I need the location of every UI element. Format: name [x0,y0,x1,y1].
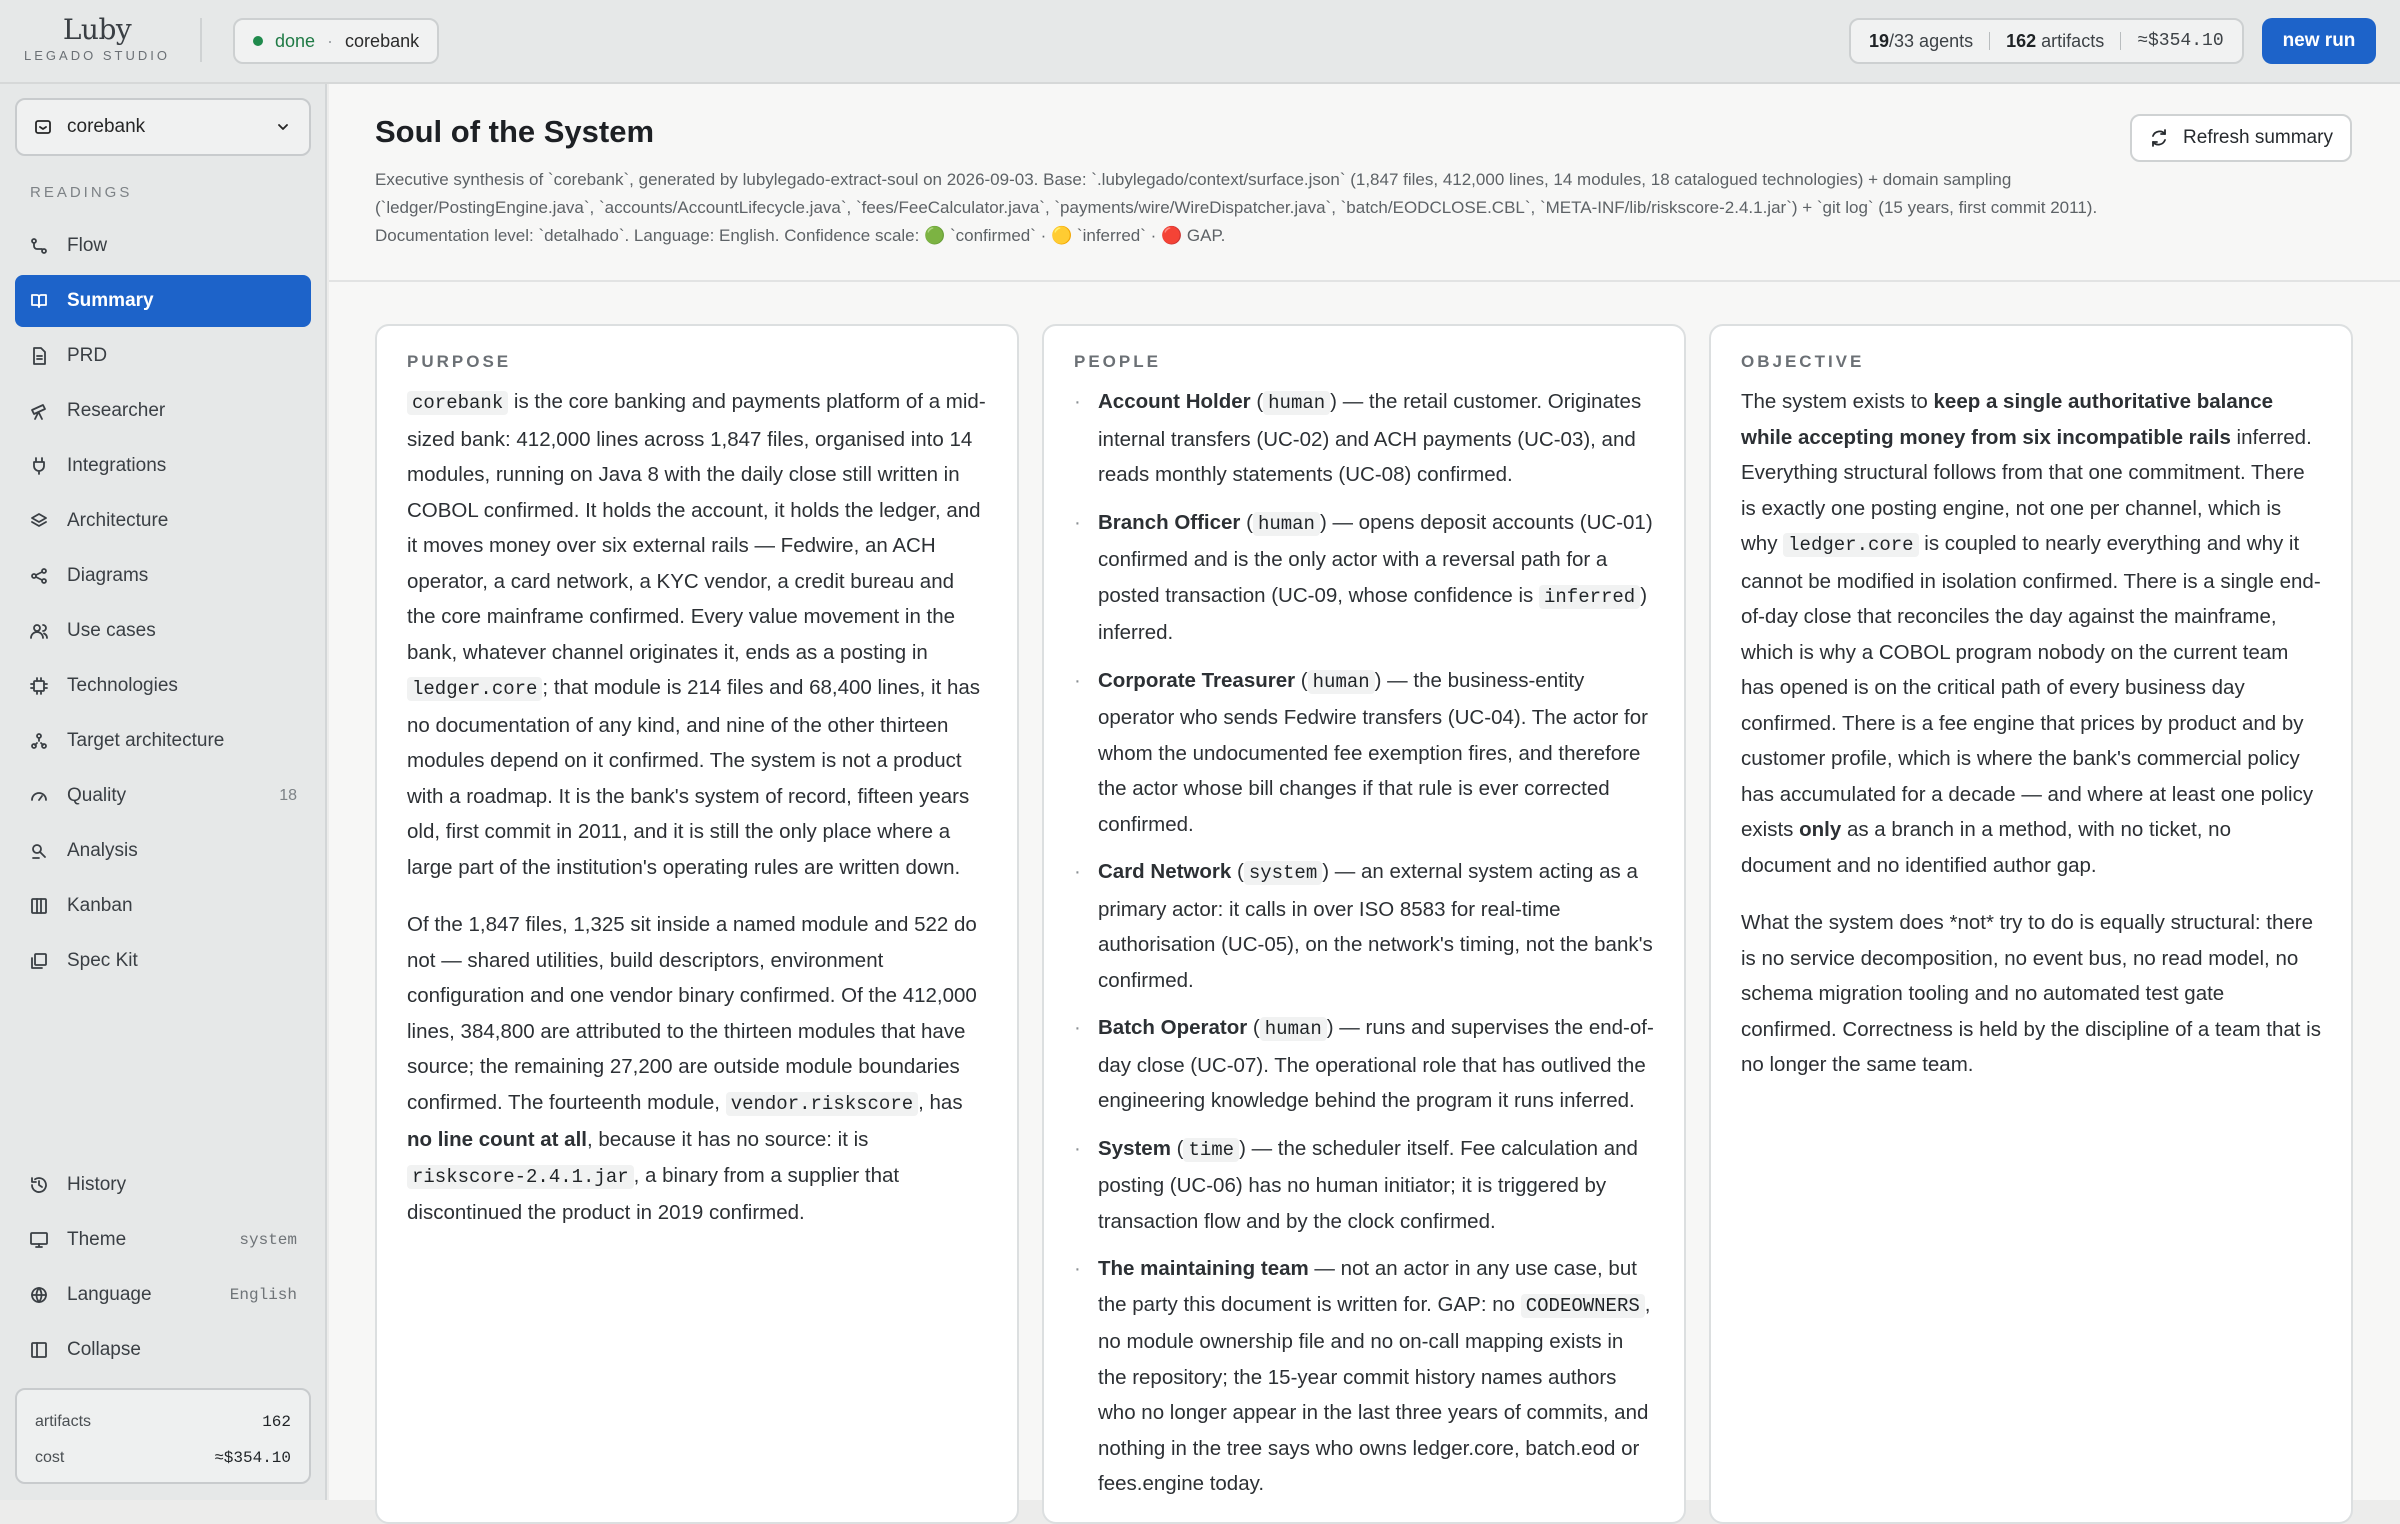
sidebar-item-theme[interactable] [15,1214,311,1266]
language-value: English [229,1286,297,1304]
brand-name: Luby [62,13,132,46]
section-label-readings: READINGS [30,184,133,201]
main-content [329,84,2400,1500]
brand-logo[interactable] [24,14,170,63]
objective-card [1709,324,2353,1524]
run-status: done [275,30,316,51]
chip-icon [29,676,49,696]
run-chip[interactable] [233,18,439,64]
sidebar-bottom-nav [15,1159,311,1379]
list-item: · Branch Officer ( human ) — opens deposit accounts (UC-01) confirmed and is the only actor with a reversal path for a posted transaction (UC-09, whose confidence is inferred ) inferred. [1074,505,1654,651]
summary-cards [375,324,2354,1524]
sidebar-item-analysis[interactable] [15,825,311,877]
globe-icon [29,1285,49,1305]
people-card [1042,324,1686,1524]
sidebar-item-label: Use cases [67,620,156,641]
purpose-card [375,324,1019,1524]
list-item: · Corporate Treasurer ( human ) — the business-entity operator who sends Fedwire transfers (UC-04). The actor for whom the undocumented fee exemption fires, and therefore the actor whose bill changes if that rule is ever corrected confirmed. [1074,663,1654,843]
sidebar-item-label: Technologies [67,675,178,696]
list-item: · Batch Operator ( human ) — runs and supervises the end-of-day close (UC-07). The operational role that has outlived the engineering knowledge behind the program it runs inferred. [1074,1010,1654,1119]
sidebar-item-diagrams[interactable] [15,550,311,602]
sidebar-item-label: Integrations [67,455,167,476]
kanban-icon [29,896,49,916]
sidebar-item-use-cases[interactable] [15,605,311,657]
sidebar-item-architecture[interactable] [15,495,311,547]
monitor-icon [29,1230,49,1250]
new-run-button[interactable]: new run [2262,18,2376,64]
card-label: PEOPLE [1074,352,1161,371]
collapse-icon [29,1340,49,1360]
sidebar-item-kanban[interactable] [15,880,311,932]
kit-icon [29,951,49,971]
sidebar-item-label: Language [67,1284,152,1305]
objective-paragraph: What the system does *not* try to do is equally structural: there is no service decomposition, no event bus, no read model, no schema migration tooling and no automated test gate confirmed. Correctness is held by the discipline of a team that is no longer the same team. [1741,911,2321,1076]
usage-cost: cost ≈$354.10 [35,1449,291,1467]
sidebar-nav [15,220,311,990]
sidebar-item-label: PRD [67,345,108,366]
list-item: · Account Holder ( human ) — the retail customer. Originates internal transfers (UC-02) and ACH payments (UC-03), and reads monthly statements (UC-08) confirmed. [1074,384,1654,493]
agents-stat: 19/33 agents [1869,30,1974,51]
sidebar-item-technologies[interactable] [15,660,311,712]
purpose-paragraph: corebank is the core banking and payments platform of a mid-sized bank: 412,000 lines across 1,847 files, organised into 14 modules, running on Java 8 with the daily close still written in COBOL confirmed. It holds the account, it holds the ledger, and it moves money over six external rails — Fedwire, an ACH operator, a card network, a KYC vendor, a credit bureau and the core mainframe confirmed. Every value movement in the bank, whatever channel originates it, ends as a posting in ledger.core ; that module is 214 files and 68,400 lines, it has no documentation of any kind, and nine of the other thirteen modules depend on it confirmed. The system is not a product with a roadmap. It is the bank's system of record, fifteen years old, first commit in 2011, and it is still the only place where a large part of the institution's operating rules are written down. [407,390,986,879]
project-select[interactable] [15,98,311,156]
history-icon [29,1175,49,1195]
page-title: Soul of the System [375,114,655,149]
artifacts-stat: 162 artifacts [2006,30,2105,51]
sidebar-item-prd[interactable] [15,330,311,382]
project-icon [33,117,53,137]
status-dot-icon [253,36,263,46]
share-icon [29,566,49,586]
sidebar-item-label: Summary [67,290,154,311]
list-item: · Card Network ( system ) — an external system acting as a primary actor: it calls in over ISO 8583 for real-time authorisation (UC-05), on the network's timing, not the bank's confirmed. [1074,854,1654,998]
brand-subtitle: LEGADO STUDIO [24,48,170,63]
top-bar [0,0,2400,84]
page-subtitle: Executive synthesis of `corebank`, generated by lubylegado-extract-soul on 2026-09-03. Base: `.lubylegado/context/surface.json` (1,847 files, 412,000 lines, 14 modules, 18 catalogued technologies) + domain sampling (`ledger/PostingEngine.java`, `accounts/AccountLifecycle.java`, `fees/FeeCalculator.java`, `payments/wire/WireDispatcher.java`, `batch/EODCLOSE.CBL`, `META-INF/lib/riskscore-2.4.1.jar`) + `git log` (15 years, first commit 2011). Documentation level: `detalhado`. Language: English. Confidence scale: 🟢 `confirmed` · 🟡 `inferred` · 🔴 GAP. [375,170,2098,245]
sidebar-item-history[interactable] [15,1159,311,1211]
analysis-icon [29,841,49,861]
cost-stat: ≈$354.10 [2137,31,2224,51]
sidebar-item-summary[interactable] [15,275,311,327]
card-label: OBJECTIVE [1741,352,1865,371]
usage-panel [15,1388,311,1484]
chevron-down-icon [273,117,293,137]
run-stats [1849,18,2244,64]
page-header [329,84,2400,282]
sidebar-item-label: Flow [67,235,108,256]
target-icon [29,731,49,751]
refresh-summary-label: Refresh summary [2183,127,2333,148]
sidebar-item-label: Architecture [67,510,169,531]
sidebar-item-language[interactable] [15,1269,311,1321]
sidebar-item-label: Theme [67,1229,127,1250]
sidebar [0,84,327,1500]
sidebar-item-flow[interactable] [15,220,311,272]
usage-artifacts: artifacts 162 [35,1413,291,1431]
book-icon [29,291,49,311]
stats-divider [1989,32,1990,50]
brand-divider [200,18,202,62]
sidebar-item-label: Quality [67,785,127,806]
sidebar-item-researcher[interactable] [15,385,311,437]
sidebar-item-label: Diagrams [67,565,149,586]
sidebar-item-label: Kanban [67,895,133,916]
refresh-icon [2149,128,2169,148]
stats-divider [2120,32,2121,50]
sidebar-item-quality[interactable] [15,770,311,822]
list-item: · System ( time ) — the scheduler itself. Fee calculation and posting (UC-06) has no human initiator; it is triggered by transaction flow and by the clock confirmed. [1074,1131,1654,1240]
gauge-icon [29,786,49,806]
sidebar-item-spec-kit[interactable] [15,935,311,987]
objective-paragraph: The system exists to keep a single authoritative balance while accepting money from six incompatible rails inferred. Everything structural follows from that one commitment. There is exactly one posting engine, not one per channel, which is why ledger.core is coupled to nearly everything and why it cannot be modified in isolation confirmed. There is a single end-of-day close that reconciles the day against the mainframe, which is why a COBOL program nobody on the current team has opened is on the critical path of every business day confirmed. There is a fee engine that prices by product and by customer profile, which is where the bank's commercial policy has accumulated for a decade — and where at least one policy exists only as a branch in a method, with no ticket, no document and no identified author gap. [1741,390,2321,877]
project-select-value: corebank [67,116,146,137]
sidebar-item-collapse[interactable] [15,1324,311,1376]
sidebar-item-label: Collapse [67,1339,141,1360]
sidebar-item-label: Analysis [67,840,138,861]
theme-value: system [239,1231,297,1249]
card-label: PURPOSE [407,352,512,371]
sidebar-item-label: Spec Kit [67,950,138,971]
purpose-paragraph: Of the 1,847 files, 1,325 sit inside a named module and 522 do not — shared utilities, build descriptors, environment configuration and one vendor binary confirmed. Of the 412,000 lines, 384,800 are attributed to the thirteen modules that have source; the remaining 27,200 are outside module boundaries confirmed. The fourteenth module, vendor.riskscore , has no line count at all, because it has no source: it is riskscore-2.4.1.jar , a binary from a supplier that discontinued the product in 2019 confirmed. [407,913,977,1224]
sidebar-item-label: History [67,1174,127,1195]
people-list [1074,384,1654,1502]
document-icon [29,346,49,366]
flow-icon [29,236,49,256]
sidebar-item-target-architecture[interactable] [15,715,311,767]
sidebar-item-label: Researcher [67,400,166,421]
telescope-icon [29,401,49,421]
sidebar-item-integrations[interactable] [15,440,311,492]
run-project: corebank [345,30,420,51]
refresh-summary-button[interactable] [2130,114,2352,162]
quality-count-badge: 18 [279,787,297,804]
layers-icon [29,511,49,531]
run-separator: · [327,30,334,51]
plug-icon [29,456,49,476]
list-item: · The maintaining team — not an actor in any use case, but the party this document is written for. GAP: no CODEOWNERS , no module ownership file and no on-call mapping exists in the repository; the 15-year commit history names authors who no longer appear in the last three years of commits, and nothing in the tree says who owns ledger.core, batch.eod or fees.engine today. [1074,1251,1654,1502]
users-icon [29,621,49,641]
sidebar-item-label: Target architecture [67,730,225,751]
